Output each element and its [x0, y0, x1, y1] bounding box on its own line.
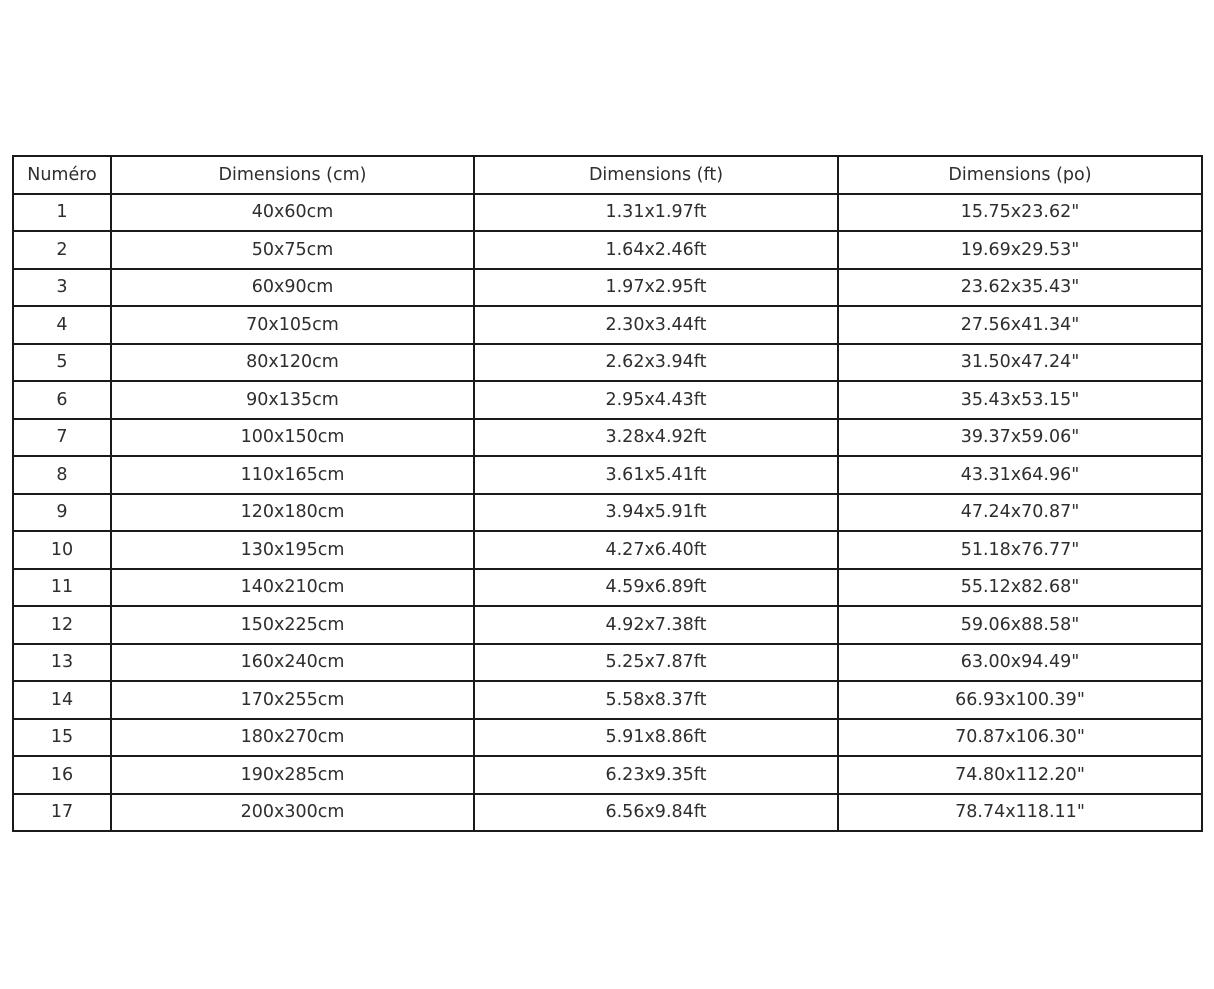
table-row — [13, 606, 1202, 644]
cell-po: 39.37x59.06" — [838, 419, 1202, 457]
cell-po: 19.69x29.53" — [838, 231, 1202, 269]
cell-numero: 3 — [13, 269, 111, 307]
table-body — [13, 194, 1202, 832]
cell-numero: 12 — [13, 606, 111, 644]
cell-po: 78.74x118.11" — [838, 794, 1202, 832]
table-row — [13, 306, 1202, 344]
size-conversion-table-container — [12, 155, 1203, 832]
cell-po: 63.00x94.49" — [838, 644, 1202, 682]
cell-cm: 80x120cm — [111, 344, 474, 382]
column-header-numero: Numéro — [13, 156, 111, 194]
cell-numero: 11 — [13, 569, 111, 607]
cell-ft: 3.61x5.41ft — [474, 456, 838, 494]
cell-cm: 100x150cm — [111, 419, 474, 457]
cell-numero: 8 — [13, 456, 111, 494]
cell-cm: 140x210cm — [111, 569, 474, 607]
table-row — [13, 231, 1202, 269]
table-row — [13, 644, 1202, 682]
cell-cm: 190x285cm — [111, 756, 474, 794]
cell-ft: 4.92x7.38ft — [474, 606, 838, 644]
cell-numero: 5 — [13, 344, 111, 382]
cell-cm: 90x135cm — [111, 381, 474, 419]
cell-ft: 5.91x8.86ft — [474, 719, 838, 757]
cell-numero: 1 — [13, 194, 111, 232]
cell-po: 51.18x76.77" — [838, 531, 1202, 569]
cell-cm: 160x240cm — [111, 644, 474, 682]
cell-po: 66.93x100.39" — [838, 681, 1202, 719]
table-row — [13, 269, 1202, 307]
cell-cm: 170x255cm — [111, 681, 474, 719]
cell-cm: 110x165cm — [111, 456, 474, 494]
table-row — [13, 681, 1202, 719]
cell-cm: 120x180cm — [111, 494, 474, 532]
cell-cm: 180x270cm — [111, 719, 474, 757]
cell-cm: 130x195cm — [111, 531, 474, 569]
cell-numero: 4 — [13, 306, 111, 344]
cell-po: 47.24x70.87" — [838, 494, 1202, 532]
cell-ft: 6.56x9.84ft — [474, 794, 838, 832]
cell-numero: 14 — [13, 681, 111, 719]
cell-numero: 2 — [13, 231, 111, 269]
table-row — [13, 531, 1202, 569]
cell-ft: 3.94x5.91ft — [474, 494, 838, 532]
column-header-cm: Dimensions (cm) — [111, 156, 474, 194]
cell-po: 15.75x23.62" — [838, 194, 1202, 232]
cell-cm: 40x60cm — [111, 194, 474, 232]
header-row — [13, 156, 1202, 194]
cell-ft: 6.23x9.35ft — [474, 756, 838, 794]
cell-po: 43.31x64.96" — [838, 456, 1202, 494]
cell-cm: 70x105cm — [111, 306, 474, 344]
cell-po: 55.12x82.68" — [838, 569, 1202, 607]
cell-ft: 1.31x1.97ft — [474, 194, 838, 232]
cell-ft: 2.30x3.44ft — [474, 306, 838, 344]
cell-po: 59.06x88.58" — [838, 606, 1202, 644]
cell-po: 27.56x41.34" — [838, 306, 1202, 344]
cell-ft: 4.59x6.89ft — [474, 569, 838, 607]
cell-ft: 4.27x6.40ft — [474, 531, 838, 569]
cell-ft: 5.58x8.37ft — [474, 681, 838, 719]
cell-ft: 5.25x7.87ft — [474, 644, 838, 682]
table-row — [13, 381, 1202, 419]
cell-numero: 17 — [13, 794, 111, 832]
cell-po: 70.87x106.30" — [838, 719, 1202, 757]
cell-numero: 6 — [13, 381, 111, 419]
cell-cm: 200x300cm — [111, 794, 474, 832]
size-conversion-table — [12, 155, 1203, 832]
table-row — [13, 456, 1202, 494]
cell-numero: 10 — [13, 531, 111, 569]
table-row — [13, 719, 1202, 757]
table-row — [13, 794, 1202, 832]
table-row — [13, 756, 1202, 794]
table-header — [13, 156, 1202, 194]
table-row — [13, 344, 1202, 382]
cell-ft: 2.62x3.94ft — [474, 344, 838, 382]
table-row — [13, 194, 1202, 232]
cell-numero: 13 — [13, 644, 111, 682]
cell-ft: 1.64x2.46ft — [474, 231, 838, 269]
table-row — [13, 419, 1202, 457]
cell-numero: 7 — [13, 419, 111, 457]
cell-po: 31.50x47.24" — [838, 344, 1202, 382]
cell-cm: 50x75cm — [111, 231, 474, 269]
table-row — [13, 494, 1202, 532]
table-row — [13, 569, 1202, 607]
cell-ft: 2.95x4.43ft — [474, 381, 838, 419]
column-header-po: Dimensions (po) — [838, 156, 1202, 194]
cell-ft: 3.28x4.92ft — [474, 419, 838, 457]
cell-po: 74.80x112.20" — [838, 756, 1202, 794]
cell-cm: 150x225cm — [111, 606, 474, 644]
column-header-ft: Dimensions (ft) — [474, 156, 838, 194]
cell-po: 35.43x53.15" — [838, 381, 1202, 419]
cell-numero: 15 — [13, 719, 111, 757]
cell-numero: 16 — [13, 756, 111, 794]
cell-po: 23.62x35.43" — [838, 269, 1202, 307]
cell-numero: 9 — [13, 494, 111, 532]
cell-cm: 60x90cm — [111, 269, 474, 307]
cell-ft: 1.97x2.95ft — [474, 269, 838, 307]
